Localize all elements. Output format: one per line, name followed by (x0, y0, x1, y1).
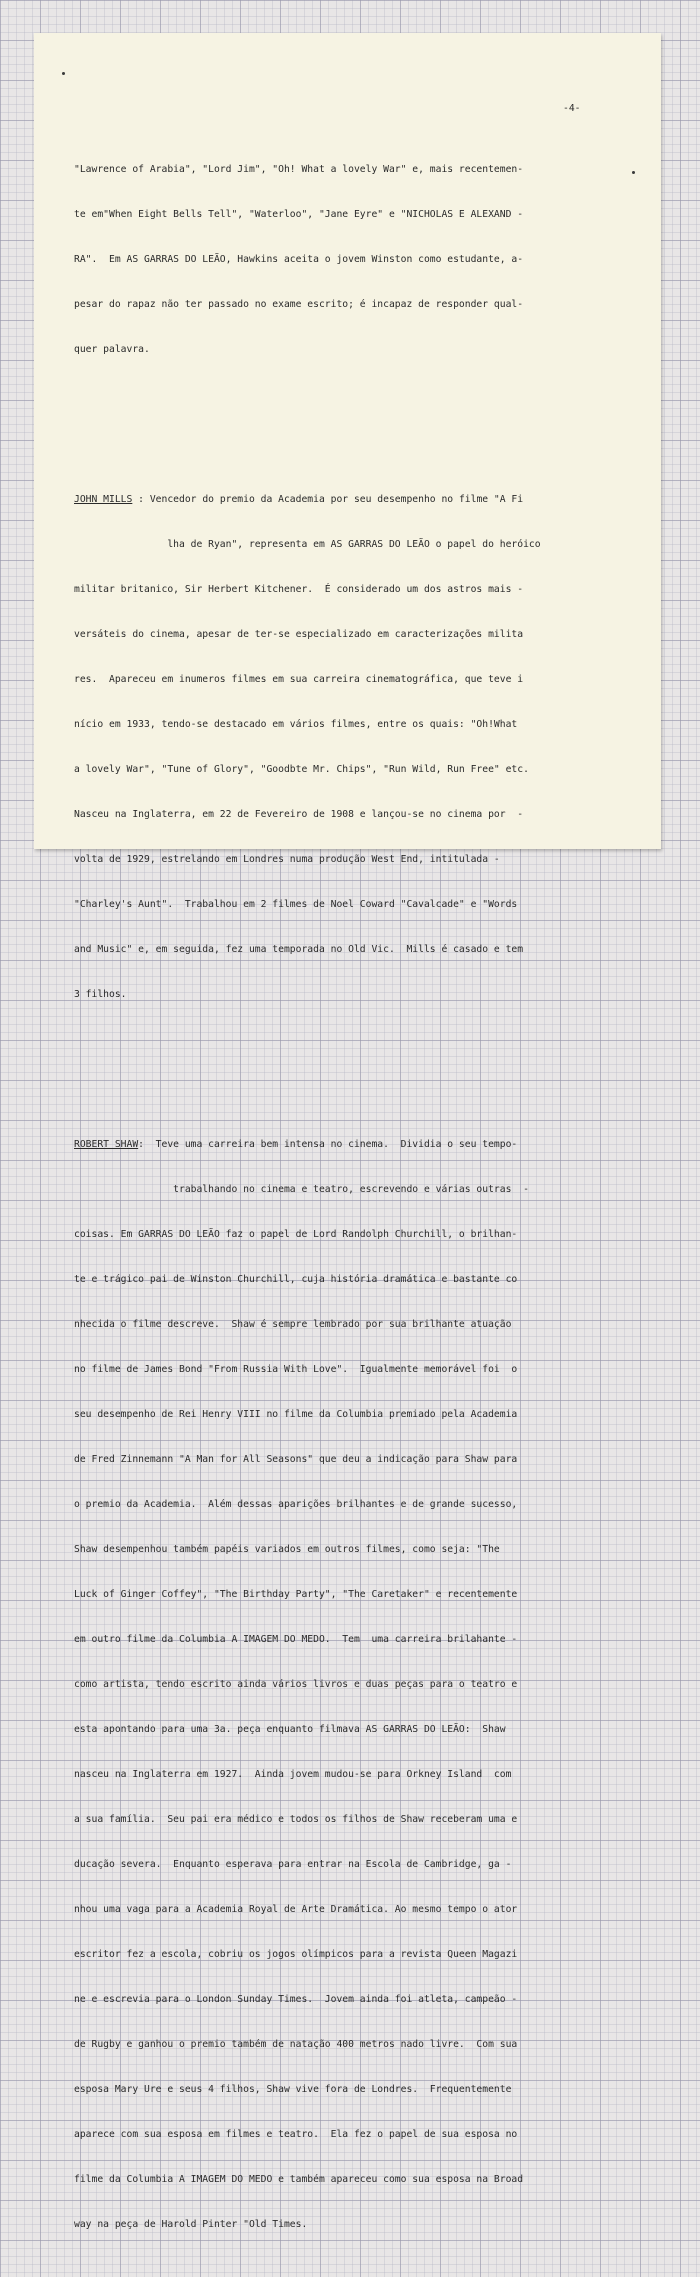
text-line: a sua família. Seu pai era médico e todos os filhos de Shaw receberam uma e (74, 1814, 518, 1825)
text-line: em outro filme da Columbia A IMAGEM DO MEDO. Tem uma carreira brilahante - (74, 1634, 518, 1645)
text-line: versáteis do cinema, apesar de ter-se especializado em caracterizações milita (74, 629, 524, 640)
text-line: o premio da Academia. Além dessas aparições brilhantes e de grande sucesso, (74, 1499, 518, 1510)
text-span: : Teve uma carreira bem intensa no cinema. Dividia o seu tempo- (138, 1139, 518, 1150)
text-line: te e trágico pai de Winston Churchill, cuja história dramática e bastante co (74, 1274, 518, 1285)
text-line: esta apontando para uma 3a. peça enquanto filmava AS GARRAS DO LEÃO: Shaw (74, 1724, 506, 1735)
text-line: ducação severa. Enquanto esperava para entrar na Escola de Cambridge, ga - (74, 1859, 512, 1870)
document-body (74, 102, 594, 2277)
text-line: volta de 1929, estrelando em Londres numa produção West End, intitulada - (74, 854, 500, 865)
text-span: : Vencedor do premio da Academia por seu desempenho no filme "A Fi (132, 494, 524, 505)
text-line: quer palavra. (74, 344, 150, 355)
text-line: pesar do rapaz não ter passado no exame escrito; é incapaz de responder qual- (74, 299, 524, 310)
text-line: nício em 1933, tendo-se destacado em vários filmes, entre os quais: "Oh!What (74, 719, 518, 730)
text-line: trabalhando no cinema e teatro, escrevendo e várias outras - (74, 1184, 529, 1195)
text-line: and Music" e, em seguida, fez uma temporada no Old Vic. Mills é casado e tem (74, 944, 524, 955)
page-number: -4- (563, 103, 581, 114)
text-line: escritor fez a escola, cobriu os jogos olímpicos para a revista Queen Magazi (74, 1949, 518, 1960)
section-heading-robert-shaw: ROBERT SHAW (74, 1139, 139, 1150)
text-line: nhecida o filme descreve. Shaw é sempre lembrado por sua brilhante atuação (74, 1319, 512, 1330)
text-line: de Fred Zinnemann "A Man for All Seasons" que deu a indicação para Shaw para (74, 1454, 518, 1465)
text-line: "Lawrence of Arabia", "Lord Jim", "Oh! What a lovely War" e, mais recentemen- (74, 164, 524, 175)
text-line: RA". Em AS GARRAS DO LEÃO, Hawkins aceita o jovem Winston como estudante, a- (74, 254, 524, 265)
text-line: Luck of Ginger Coffey", "The Birthday Party", "The Caretaker" e recentemente (74, 1589, 518, 1600)
text-line: militar britanico, Sir Herbert Kitchener. É considerado um dos astros mais - (74, 584, 524, 595)
punch-hole (62, 72, 65, 75)
text-line: aparece com sua esposa em filmes e teatro. Ela fez o papel de sua esposa no (74, 2129, 518, 2140)
section-heading-john-mills: JOHN MILLS (74, 494, 133, 505)
text-line: 3 filhos. (74, 989, 127, 1000)
text-line: Nasceu na Inglaterra, em 22 de Fevereiro de 1908 e lançou-se no cinema por - (74, 809, 524, 820)
paragraph-intro (74, 132, 594, 387)
text-line: res. Apareceu em inumeros filmes em sua carreira cinematográfica, que teve i (74, 674, 524, 685)
text-line: no filme de James Bond "From Russia With Love". Igualmente memorável foi o (74, 1364, 518, 1375)
text-line: Shaw desempenhou também papéis variados em outros filmes, como seja: "The (74, 1544, 500, 1555)
text-line: como artista, tendo escrito ainda vários livros e duas peças para o teatro e (74, 1679, 518, 1690)
text-line: "Charley's Aunt". Trabalhou em 2 filmes de Noel Coward "Cavalcade" e "Words (74, 899, 518, 910)
punch-hole (632, 171, 635, 174)
text-line: seu desempenho de Rei Henry VIII no filme da Columbia premiado pela Academia (74, 1409, 518, 1420)
text-line: lha de Ryan", representa em AS GARRAS DO LEÃO o papel do heróico (74, 539, 541, 550)
text-line: nhou uma vaga para a Academia Royal de Arte Dramática. Ao mesmo tempo o ator (74, 1904, 518, 1915)
text-line: a lovely War", "Tune of Glory", "Goodbte Mr. Chips", "Run Wild, Run Free" etc. (74, 764, 529, 775)
text-line: filme da Columbia A IMAGEM DO MEDO e também apareceu como sua esposa na Broad (74, 2174, 524, 2185)
text-line: de Rugby e ganhou o premio também de natação 400 metros nado livre. Com sua (74, 2039, 518, 2050)
paragraph-john-mills (74, 462, 594, 1032)
text-line: way na peça de Harold Pinter "Old Times. (74, 2219, 308, 2230)
text-line (74, 1137, 594, 1152)
text-line: ne e escrevia para o London Sunday Times. Jovem ainda foi atleta, campeão - (74, 1994, 518, 2005)
text-line (74, 492, 594, 507)
text-line: esposa Mary Ure e seus 4 filhos, Shaw vive fora de Londres. Frequentemente (74, 2084, 512, 2095)
text-line: te em"When Eight Bells Tell", "Waterloo", "Jane Eyre" e "NICHOLAS E ALEXAND - (74, 209, 524, 220)
text-line: coisas. Em GARRAS DO LEÃO faz o papel de Lord Randolph Churchill, o brilhan- (74, 1229, 518, 1240)
paragraph-robert-shaw (74, 1107, 594, 2262)
text-line: nasceu na Inglaterra em 1927. Ainda jovem mudou-se para Orkney Island com (74, 1769, 512, 1780)
